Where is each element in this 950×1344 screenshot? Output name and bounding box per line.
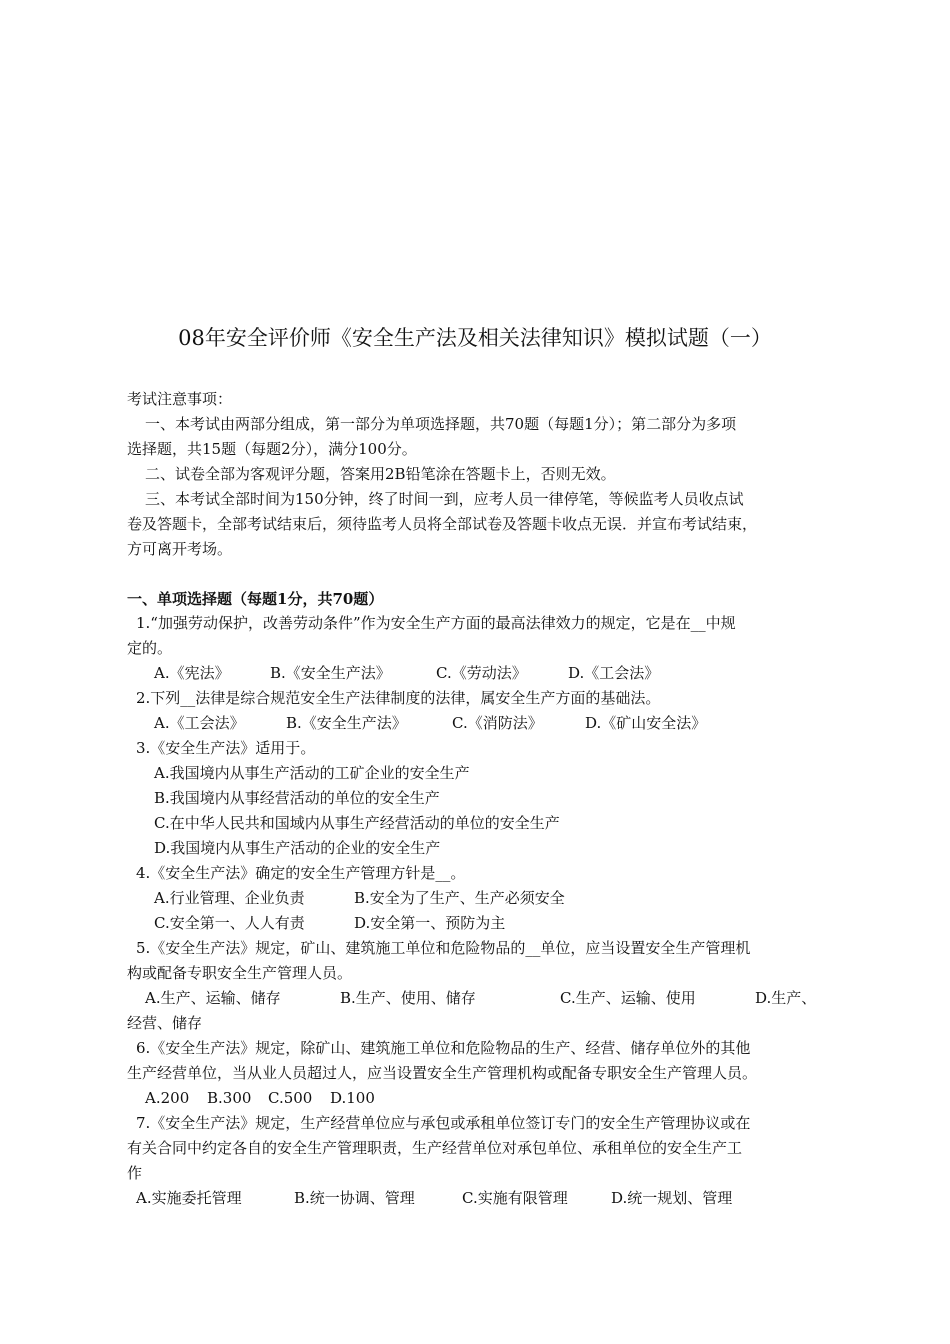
question-1-line-2: 定的。 xyxy=(127,639,173,657)
question-3-option-a: A.我国境内从事生产活动的工矿企业的安全生产 xyxy=(154,764,470,782)
option-a: A.实施委托管理 xyxy=(136,1189,242,1207)
option-c: C.生产、运输、使用 xyxy=(560,989,696,1007)
option-a: A.200 xyxy=(145,1089,190,1107)
option-b: B.统一协调、管理 xyxy=(294,1189,415,1207)
question-7-line-1: 7.《安全生产法》规定，生产经营单位应与承包或承租单位签订专门的安全生产管理协议或在 xyxy=(136,1114,751,1132)
notice-item-1-line-1: 一、本考试由两部分组成，第一部分为单项选择题，共70题（每题1分）；第二部分为多项 xyxy=(145,415,737,433)
question-5-line-2: 构或配备专职安全生产管理人员。 xyxy=(127,964,353,982)
option-a: A.《工会法》 xyxy=(154,714,245,732)
option-d: D.100 xyxy=(330,1089,375,1107)
option-b: B.安全为了生产、生产必须安全 xyxy=(354,889,565,907)
question-7-line-3: 作 xyxy=(127,1164,143,1182)
option-c: C.实施有限管理 xyxy=(462,1189,568,1207)
question-3-option-d: D.我国境内从事生产活动的企业的安全生产 xyxy=(154,839,441,857)
option-c: C.《消防法》 xyxy=(452,714,543,732)
option-d: D.《工会法》 xyxy=(568,664,660,682)
option-d: D.生产、 xyxy=(755,989,817,1007)
question-7-line-2: 有关合同中约定各自的安全生产管理职责，生产经营单位对承包单位、承租单位的安全生产工 xyxy=(127,1139,743,1157)
section-heading: 一、单项选择题（每题1分，共70题） xyxy=(127,590,384,608)
option-b: B.300 xyxy=(207,1089,252,1107)
notice-item-1-line-2: 选择题，共15题（每题2分），满分100分。 xyxy=(127,440,417,458)
option-d: D.安全第一、预防为主 xyxy=(354,914,506,932)
question-3-option-c: C.在中华人民共和国域内从事生产经营活动的单位的安全生产 xyxy=(154,814,560,832)
notice-item-2: 二、试卷全部为客观评分题，答案用2B铅笔涂在答题卡上，否则无效。 xyxy=(145,465,616,483)
question-1-line-1: 1.“加强劳动保护，改善劳动条件”作为安全生产方面的最高法律效力的规定，它是在__中规 xyxy=(136,614,736,632)
question-3-line-1: 3.《安全生产法》适用于。 xyxy=(136,739,316,757)
page-title: 08年安全评价师《安全生产法及相关法律知识》模拟试题（一） xyxy=(178,326,772,350)
option-a: A.生产、运输、储存 xyxy=(145,989,281,1007)
option-b: B.《安全生产法》 xyxy=(286,714,407,732)
notice-item-3-line-2: 卷及答题卡，全部考试结束后，须待监考人员将全部试卷及答题卡收点无误．并宣布考试结束， xyxy=(127,515,758,533)
notice-item-3-line-3: 方可离开考场。 xyxy=(127,540,233,558)
question-3-option-b: B.我国境内从事经营活动的单位的安全生产 xyxy=(154,789,440,807)
option-d: D.统一规划、管理 xyxy=(611,1189,733,1207)
option-c: C.《劳动法》 xyxy=(436,664,527,682)
option-b: B.《安全生产法》 xyxy=(270,664,391,682)
notice-heading: 考试注意事项： xyxy=(127,390,233,408)
option-c: C.安全第一、人人有责 xyxy=(154,914,305,932)
question-6-line-1: 6.《安全生产法》规定，除矿山、建筑施工单位和危险物品的生产、经营、储存单位外的其他 xyxy=(136,1039,751,1057)
option-b: B.生产、使用、储存 xyxy=(340,989,476,1007)
option-a: A.行业管理、企业负责 xyxy=(154,889,305,907)
option-a: A.《宪法》 xyxy=(154,664,230,682)
question-2-line-1: 2.下列__法律是综合规范安全生产法律制度的法律，属安全生产方面的基础法。 xyxy=(136,689,661,707)
question-5-line-1: 5.《安全生产法》规定，矿山、建筑施工单位和危险物品的__单位，应当设置安全生产管理机 xyxy=(136,939,751,957)
question-5-option-d-wrap: 经营、储存 xyxy=(127,1014,203,1032)
question-6-line-2: 生产经营单位，当从业人员超过人，应当设置安全生产管理机构或配备专职安全生产管理人员。 xyxy=(127,1064,758,1082)
notice-item-3-line-1: 三、本考试全部时间为150分钟，终了时间一到，应考人员一律停笔，等候监考人员收点试 xyxy=(145,490,744,508)
option-c: C.500 xyxy=(268,1089,313,1107)
option-d: D.《矿山安全法》 xyxy=(585,714,707,732)
question-4-line-1: 4.《安全生产法》确定的安全生产管理方针是__。 xyxy=(136,864,466,882)
